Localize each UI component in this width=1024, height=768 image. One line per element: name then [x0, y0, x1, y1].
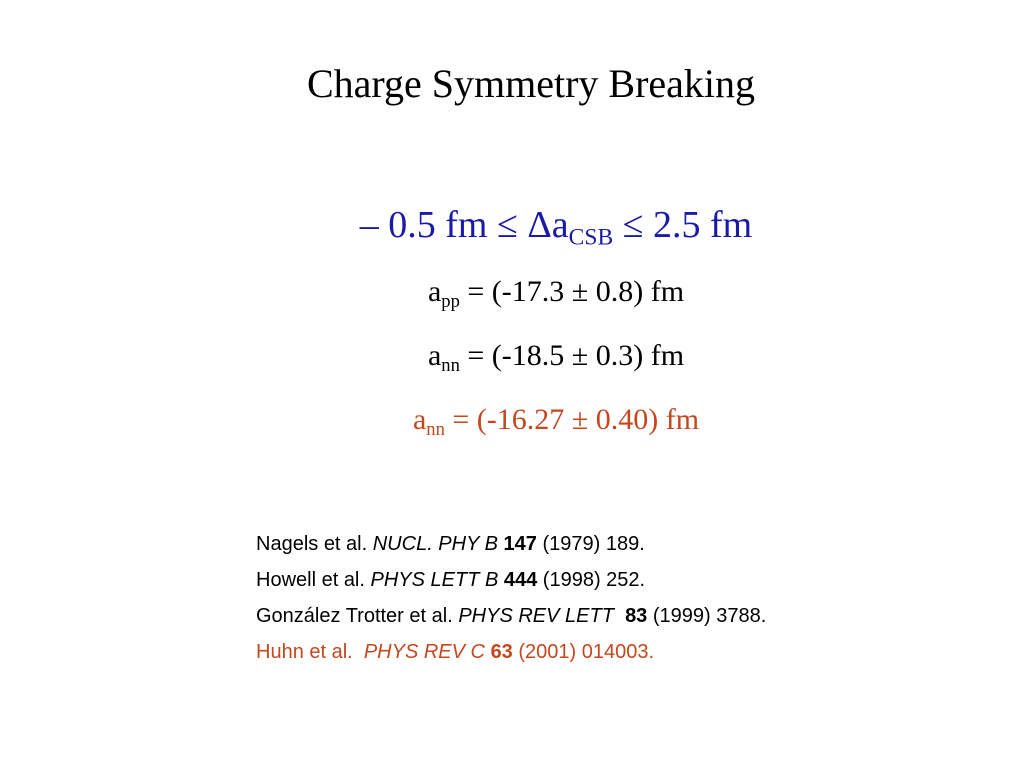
ann2-subscript: nn [426, 418, 445, 440]
ref-volume: 63 [490, 641, 513, 663]
app-equation [0, 272, 1024, 312]
inequality-left: – 0.5 fm ≤ Δa [359, 204, 569, 246]
reference-nagels [256, 532, 856, 556]
ann1-base: a [427, 339, 442, 372]
ref-space [614, 605, 625, 627]
ref-authors: González Trotter et al. [256, 605, 459, 627]
reference-huhn [256, 640, 856, 664]
csb-inequality [0, 200, 1024, 250]
ref-journal: PHYS REV C [363, 641, 485, 663]
ref-rest: (2001) 014003. [512, 641, 655, 663]
reference-gonzalez-trotter [256, 604, 856, 628]
references-list [256, 532, 856, 676]
ref-journal: PHYS REV LETT [458, 605, 614, 627]
ref-authors: Huhn et al. [256, 641, 364, 663]
app-subscript: pp [441, 290, 460, 312]
ann1-value: = (-18.5 ± 0.3) fm [459, 339, 685, 372]
slide-title: Charge Symmetry Breaking [306, 61, 756, 106]
ref-authors: Howell et al. [256, 569, 371, 591]
ref-authors: Nagels et al. [256, 533, 373, 555]
ann1-subscript: nn [441, 354, 460, 376]
ann-equation-1 [0, 336, 1024, 376]
app-base: a [427, 275, 442, 308]
ann2-base: a [412, 403, 427, 436]
ref-volume: 83 [625, 605, 648, 627]
ref-journal: NUCL. PHY B [372, 533, 498, 555]
ann2-value: = (-16.27 ± 0.40) fm [444, 403, 700, 436]
ref-volume: 147 [503, 533, 537, 555]
inequality-subscript: CSB [568, 224, 614, 251]
reference-howell [256, 568, 856, 592]
ref-rest: (1999) 3788. [647, 605, 767, 627]
ref-rest: (1979) 189. [536, 533, 645, 555]
app-value: = (-17.3 ± 0.8) fm [459, 275, 685, 308]
ann-equation-2 [0, 400, 1024, 440]
ref-rest: (1998) 252. [537, 569, 646, 591]
ref-volume: 444 [503, 569, 538, 591]
ref-journal: PHYS LETT B [370, 569, 499, 591]
inequality-right: ≤ 2.5 fm [613, 204, 753, 246]
